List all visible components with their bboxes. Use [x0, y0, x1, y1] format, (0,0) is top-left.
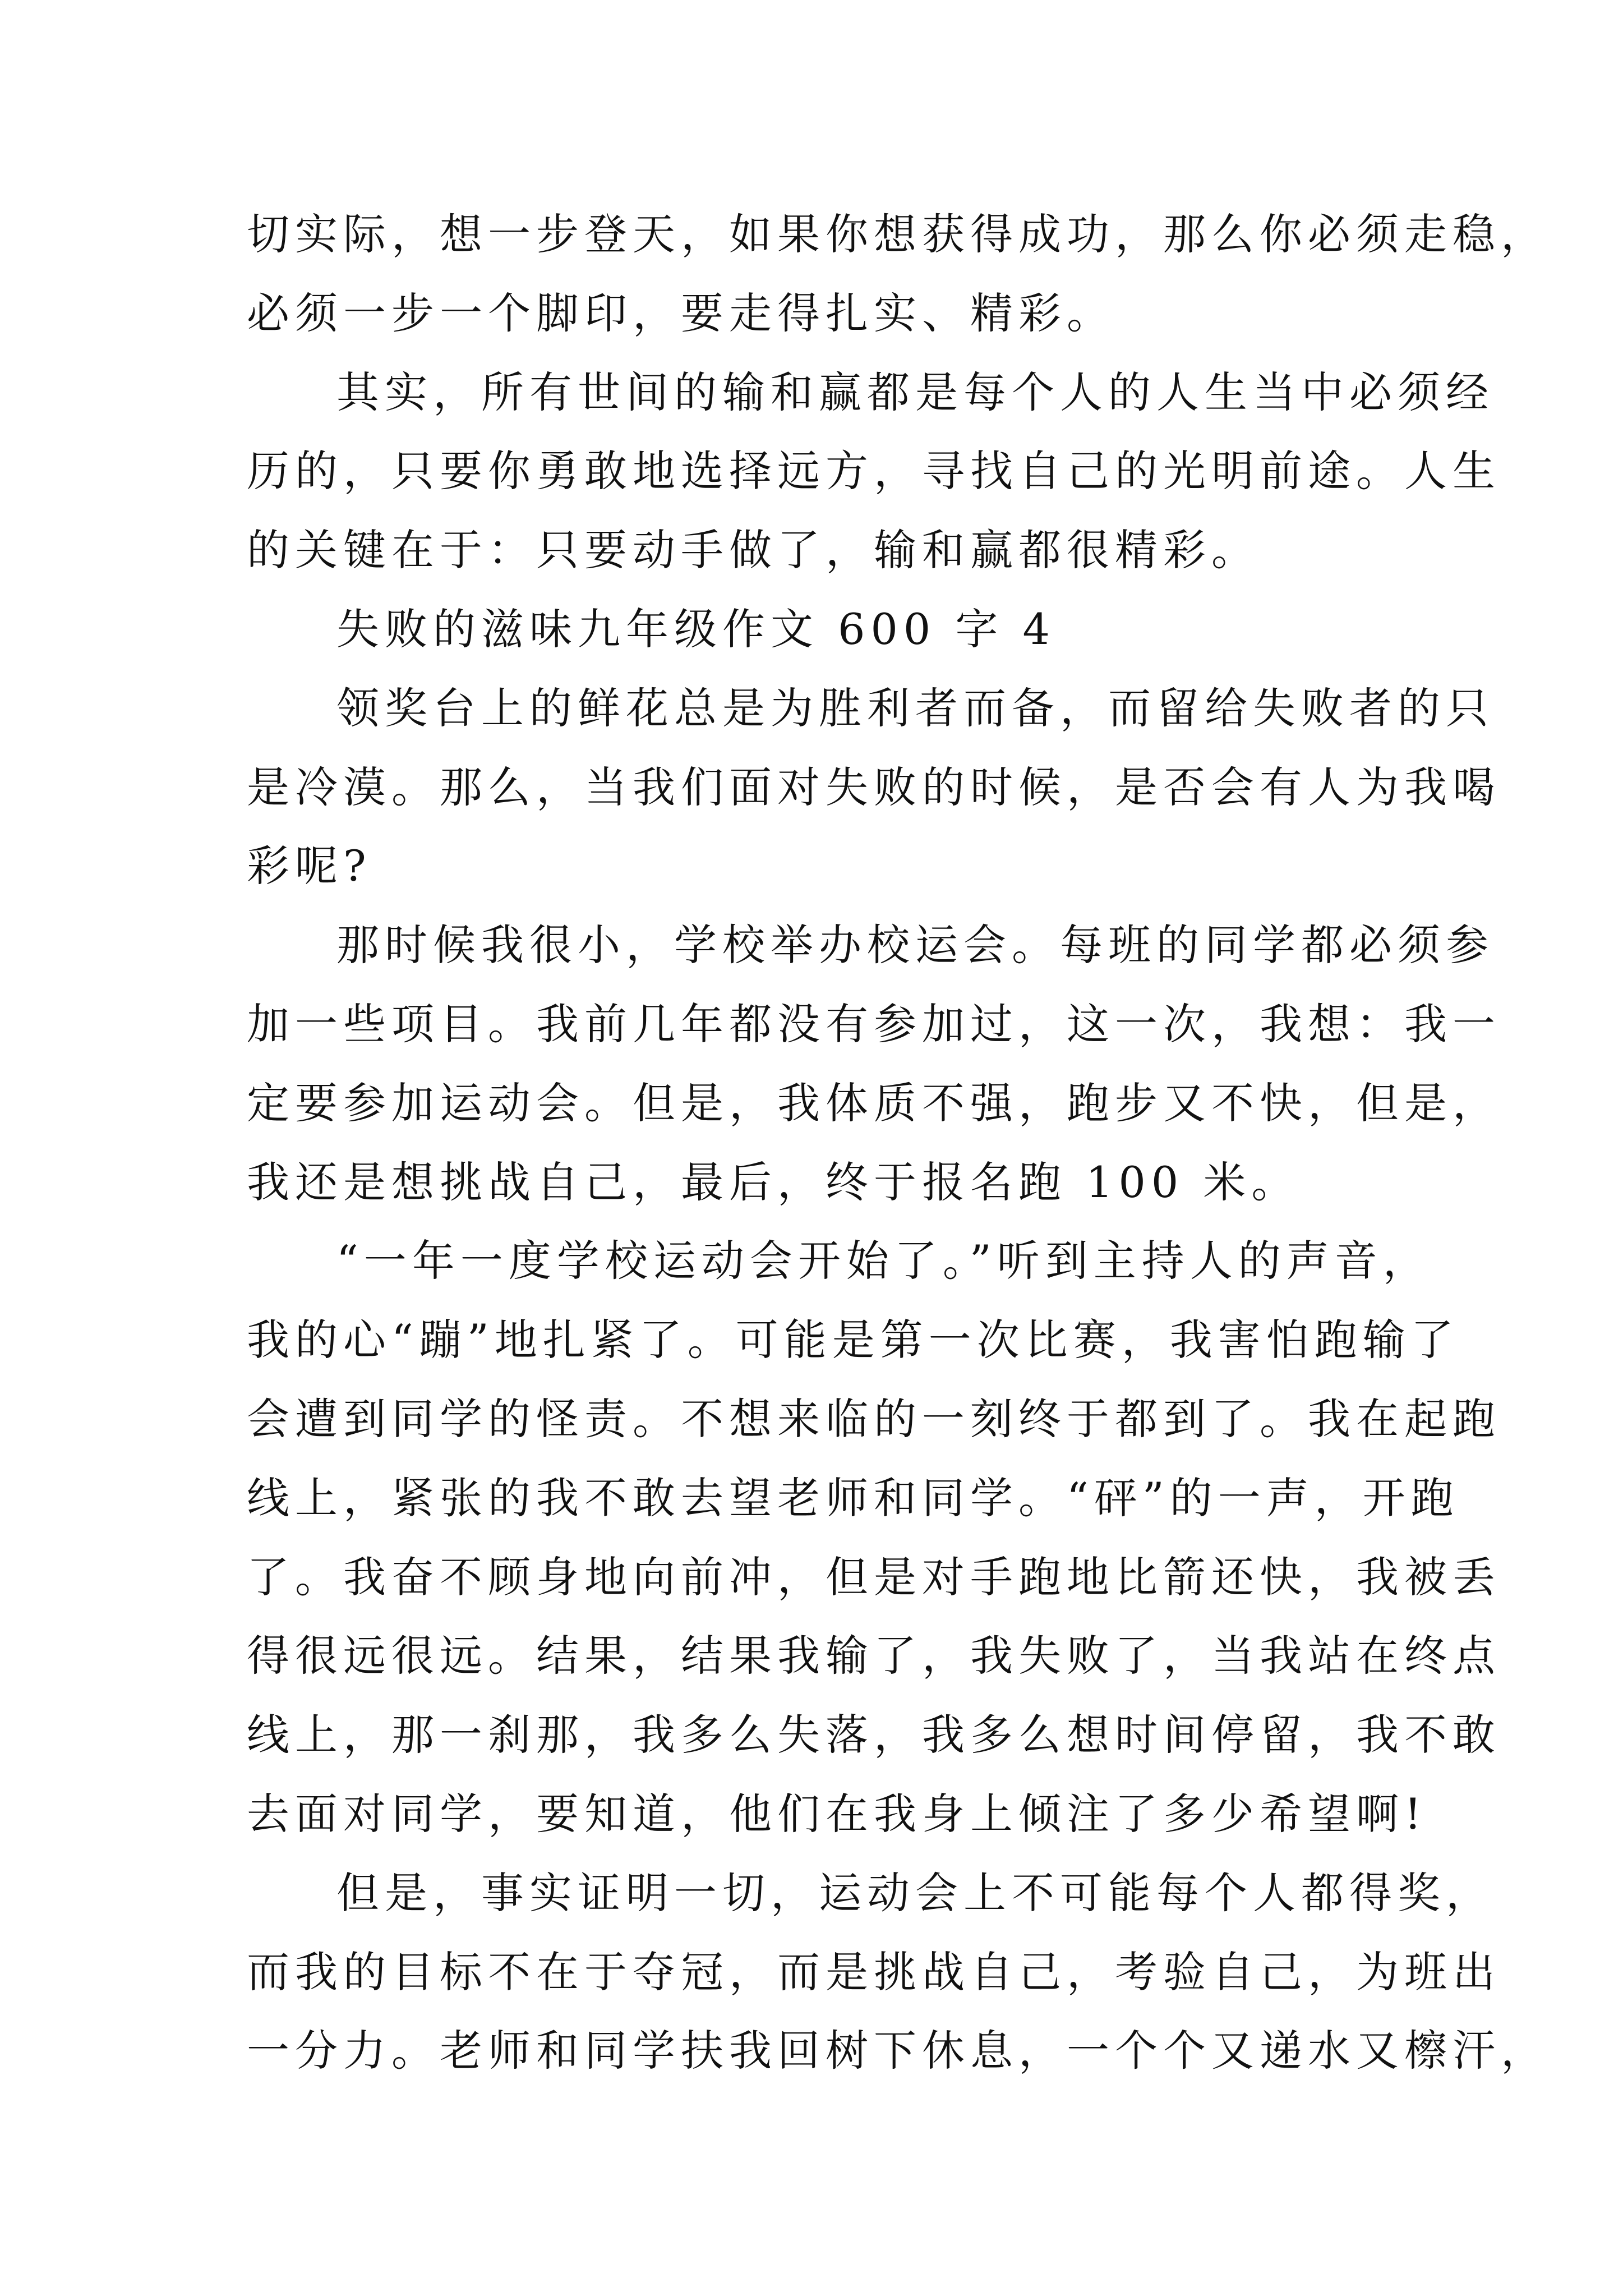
paragraph-4: [247, 906, 1501, 1222]
text-line: 而我的目标不在于夺冠，而是挑战自己，考验自己，为班出: [247, 1947, 1501, 1997]
text-line: 领奖台上的鲜花总是为胜利者而备，而留给失败者的只: [336, 683, 1494, 733]
document-body: [247, 195, 1549, 2091]
text-line: 我还是想挑战自己，最后，终于报名跑 100 米。: [247, 1157, 1300, 1207]
paragraph-3: [247, 669, 1501, 906]
text-line: 线上，紧张的我不敢去望老师和同学。“砰”的一声，开跑: [247, 1473, 1459, 1523]
text-line: 定要参加运动会。但是，我体质不强，跑步又不快，但是，: [247, 1078, 1501, 1128]
text-line: 历的，只要你勇敢地选择远方，寻找自己的光明前途。人生: [247, 446, 1501, 496]
text-line: 线上，那一刹那，我多么失落，我多么想时间停留，我不敢: [247, 1710, 1501, 1760]
text-line: 但是，事实证明一切，运动会上不可能每个人都得奖，: [336, 1867, 1494, 1918]
paragraph-5: [247, 1222, 1501, 1853]
text-line: 我的心“蹦”地扎紧了。可能是第一次比赛，我害怕跑输了: [247, 1315, 1459, 1365]
text-line: 彩呢?: [247, 841, 372, 891]
text-line: 去面对同学，要知道，他们在我身上倾注了多少希望啊!: [247, 1788, 1427, 1839]
paragraph-1: [247, 195, 1549, 353]
text-line: 一分力。老师和同学扶我回树下休息，一个个又递水又檫汗，: [247, 2026, 1549, 2076]
heading-text: 失败的滋味九年级作文 600 字 4: [336, 604, 1055, 654]
text-line: 得很远很远。结果，结果我输了，我失败了，当我站在终点: [247, 1631, 1501, 1681]
text-line: 切实际，想一步登天，如果你想获得成功，那么你必须走稳，: [247, 209, 1549, 259]
text-line: 那时候我很小，学校举办校运会。每班的同学都必须参: [336, 920, 1494, 970]
section-heading: [247, 590, 1391, 669]
text-line: 是冷漠。那么，当我们面对失败的时候，是否会有人为我喝: [247, 762, 1501, 812]
paragraph-6: [247, 1854, 1549, 2091]
text-line: 必须一步一个脚印，要走得扎实、精彩。: [247, 288, 1115, 338]
text-line: 了。我奋不顾身地向前冲，但是对手跑地比箭还快，我被丢: [247, 1552, 1501, 1602]
paragraph-2: [247, 353, 1501, 590]
text-line: 的关键在于：只要动手做了，输和赢都很精彩。: [247, 525, 1260, 576]
text-line: 加一些项目。我前几年都没有参加过，这一次，我想：我一: [247, 999, 1501, 1049]
text-line: “一年一度学校运动会开始了。”听到主持人的声音，: [336, 1236, 1431, 1286]
text-line: 其实，所有世间的输和赢都是每个人的人生当中必须经: [336, 367, 1494, 417]
text-line: 会遭到同学的怪责。不想来临的一刻终于都到了。我在起跑: [247, 1393, 1501, 1444]
